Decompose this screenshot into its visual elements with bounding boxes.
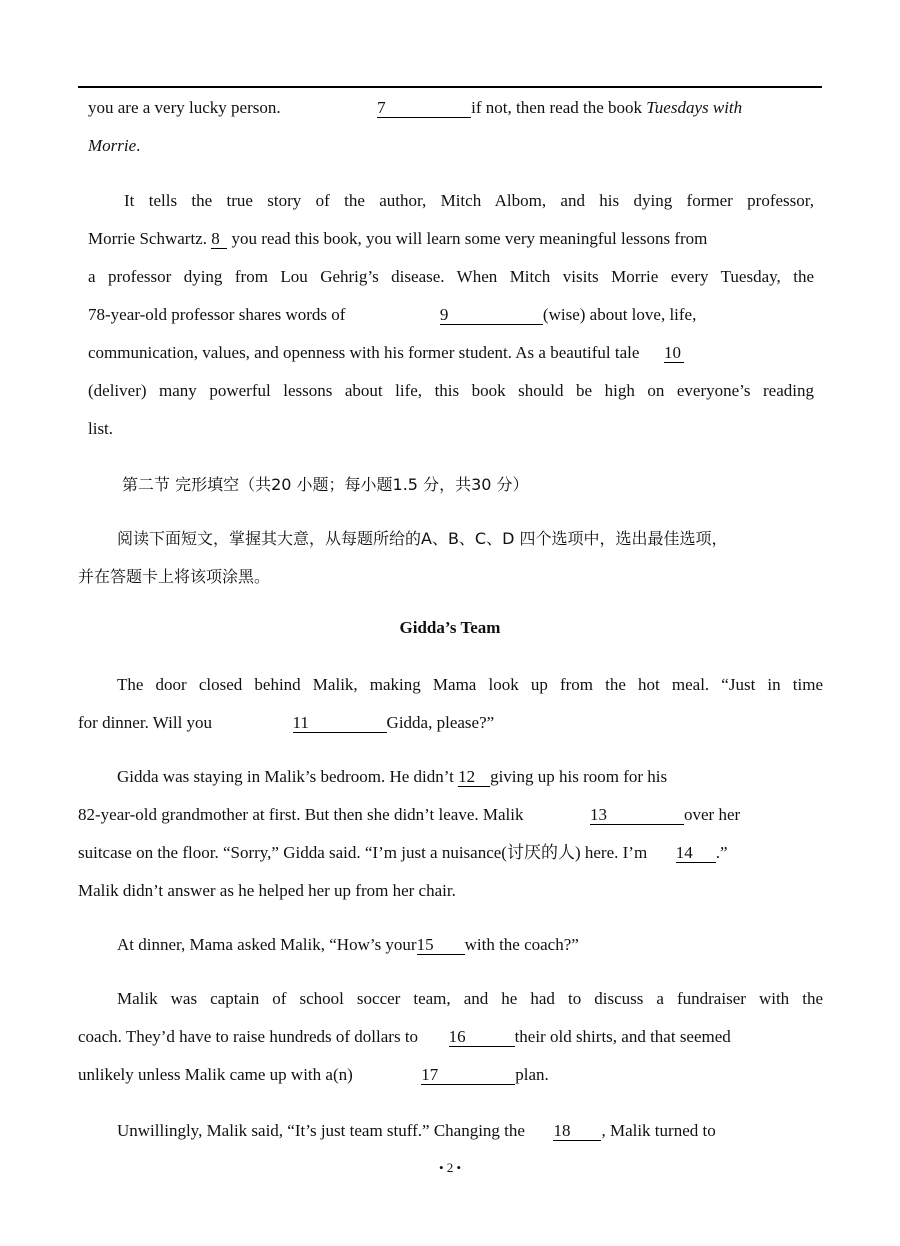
text-line: a professor dying from Lou Gehrig’s disease. When Mitch visits Morrie every Tuesday, the	[88, 267, 814, 286]
answer-blank-17: 17	[421, 1065, 515, 1085]
story-title: Gidda’s Team	[399, 618, 501, 637]
answer-blank-10: 10	[664, 343, 684, 363]
text-line: Morrie Schwartz. 8 you read this book, you will learn some very meaningful lessons from	[88, 229, 708, 248]
book-title: Morrie	[88, 136, 137, 155]
text-line: 82-year-old grandmother at first. But then she didn’t leave. Malik 13 over her	[78, 805, 741, 824]
text-line: Malik didn’t answer as he helped her up from her chair.	[78, 881, 456, 900]
text-span: if not, then read the book	[471, 98, 647, 117]
answer-blank-14: 14	[676, 843, 716, 863]
instruction-text: 并在答题卡上将该项涂黑。	[78, 567, 271, 586]
text-line: Morrie.	[88, 136, 141, 155]
text-line: Malik was captain of school soccer team, and he had to discuss a fundraiser with the	[117, 989, 823, 1008]
text-line: Unwillingly, Malik said, “It’s just team stuff.” Changing the 18 , Malik turned to	[117, 1121, 716, 1140]
top-rule	[78, 86, 822, 88]
text-line: The door closed behind Malik, making Mama look up from the hot meal. “Just in time	[117, 675, 823, 694]
text-line: Gidda was staying in Malik’s bedroom. He didn’t 12 giving up his room for his	[117, 767, 668, 786]
answer-blank-12: 12	[458, 767, 490, 787]
text-span: you are a very lucky person.	[88, 98, 281, 117]
text-line: At dinner, Mama asked Malik, “How’s your15 with the coach?”	[117, 935, 579, 954]
text-line: list.	[88, 419, 114, 438]
text-line: unlikely unless Malik came up with a(n) 17 plan.	[78, 1065, 549, 1084]
text-line: suitcase on the floor. “Sorry,” Gidda said. “I’m just a nuisance(讨厌的人) here. I’m 14 .”	[78, 843, 728, 862]
text-line: It tells the true story of the author, Mitch Albom, and his dying former professor,	[124, 191, 814, 210]
answer-blank-16: 16	[449, 1027, 515, 1047]
instruction-text: 阅读下面短文，掌握其大意，从每题所给的A、B、C、D 四个选项中，选出最佳选项，	[117, 529, 728, 548]
answer-blank-9: 9	[440, 305, 543, 325]
section-heading: 第二节 完形填空（共20 小题；每小题1.5 分，共30 分）	[122, 475, 529, 494]
answer-blank-11: 11	[293, 713, 387, 733]
text-line: (deliver) many powerful lessons about life, this book should be high on everyone’s reading	[88, 381, 814, 400]
text-line: 78-year-old professor shares words of 9 (wise) about love, life,	[88, 305, 697, 324]
answer-blank-15: 15	[417, 935, 465, 955]
answer-blank-18: 18	[553, 1121, 601, 1141]
book-title: Tuesdays with	[646, 98, 743, 117]
answer-blank-8: 8	[211, 229, 227, 249]
text-line: for dinner. Will you 11 Gidda, please?”	[78, 713, 495, 732]
text-line: coach. They’d have to raise hundreds of dollars to 16 their old shirts, and that seemed	[78, 1027, 731, 1046]
answer-blank-7: 7	[377, 98, 471, 118]
page-number: • 2 •	[438, 1160, 462, 1175]
text-line	[88, 95, 814, 121]
answer-blank-13: 13	[590, 805, 684, 825]
text-line: communication, values, and openness with his former student. As a beautiful tale 10	[88, 340, 814, 366]
